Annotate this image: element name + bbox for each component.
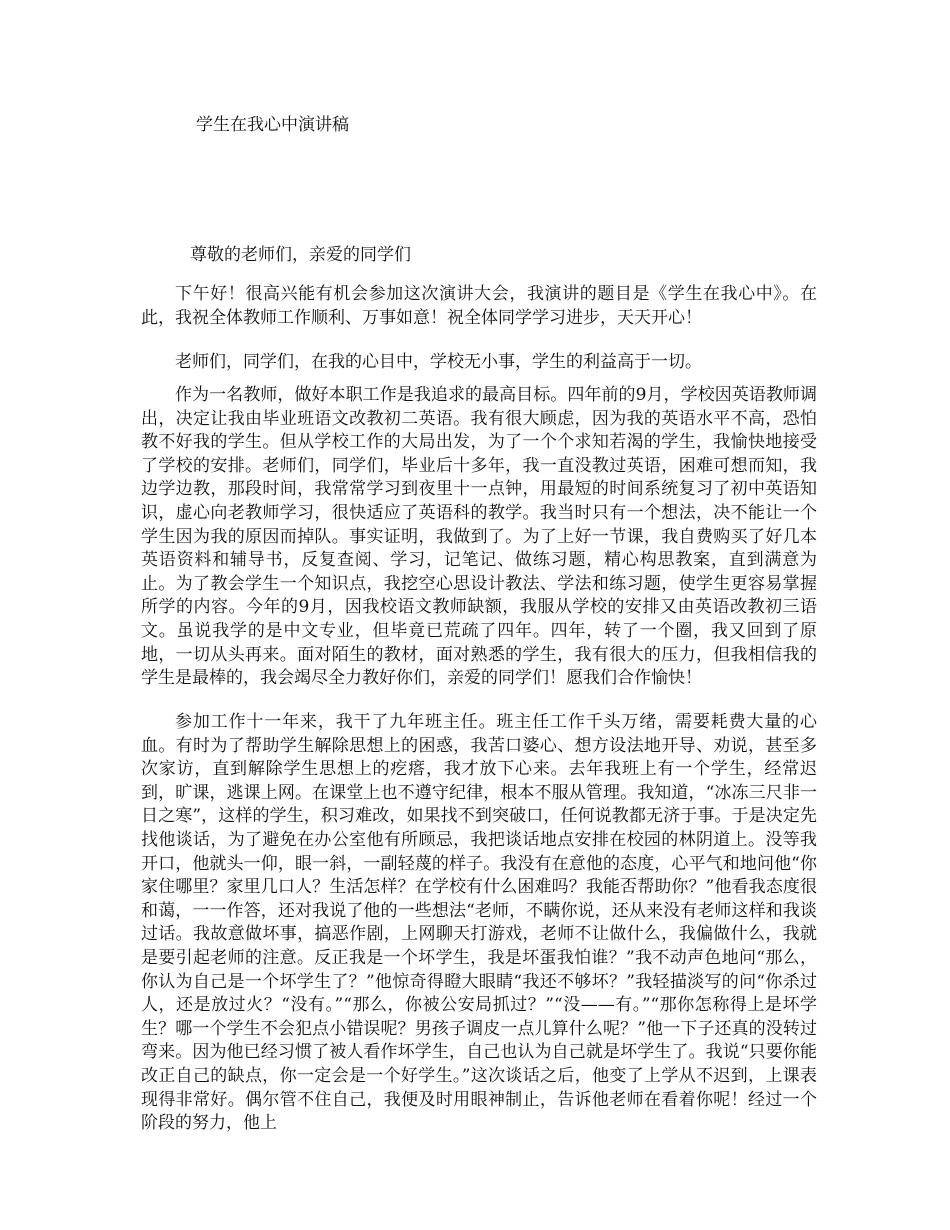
paragraph-principle: 老师们，同学们，在我的心目中，学校无小事，学生的利益高于一切。: [175, 352, 702, 372]
document-title: 学生在我心中演讲稿: [196, 115, 349, 135]
paragraph-teaching: 作为一名教师，做好本职工作是我追求的最高目标。四年前的9月，学校因英语教师调出，决定让我由毕业班语文改教初二英语。我有很大顾虑，因为我的英语水平不高，恐怕教不好我的学生。但从学校工作的大局出发，为了一个个求知若渴的学生，我愉快地接受了学校的安排。老师们，同学们，毕业后十多年，我一直没教过英语，困难可想而知，我边学边教，那段时间，我常常学习到夜里十一点钟，用最短的时间系统复习了初中英语知识，虚心向老教师学习，很快适应了英语科的教学。我当时只有一个想法，决不能让一个学生因为我的原因而掉队。事实证明，我做到了。为了上好一节课，我自费购买了好几本英语资料和辅导书，反复查阅、学习，记笔记、做练习题，精心构思教案，直到满意为止。为了教会学生一个知识点，我挖空心思设计教法、学法和练习题，使学生更容易掌握所学的内容。今年的9月，因我校语文教师缺额，我服从学校的安排又由英语改教初三语文。虽说我学的是中文专业，但毕竟已荒疏了四年。四年，转了一个圈，我又回到了原地，一切从头再来。面对陌生的教材，面对熟悉的学生，我有很大的压力，但我相信我的学生是最棒的，我会竭尽全力教好你们，亲爱的同学们！愿我们合作愉快！: [141, 385, 817, 689]
paragraph-greeting: 下午好！很高兴能有机会参加这次演讲大会，我演讲的题目是《学生在我心中》。在此，我祝全体教师工作顺利、万事如意！祝全体同学学习进步，天天开心！: [141, 284, 817, 328]
paragraph-class-teacher: 参加工作十一年来，我干了九年班主任。班主任工作千头万绪，需要耗费大量的心血。有时为了帮助学生解除思想上的困惑，我苦口婆心、想方设法地开导、劝说，甚至多次家访，直到解除学生思想上的疙瘩，我才放下心来。去年我班上有一个学生，经常迟到，旷课，逃课上网。在课堂上也不遵守纪律，根本不服从管理。我知道，“冰冻三尺非一日之寒”，这样的学生，积习难改，如果找不到突破口，任何说教都无济于事。于是决定先找他谈话，为了避免在办公室他有所顾忌，我把谈话地点安排在校园的林阴道上。没等我开口，他就头一仰，眼一斜，一副轻蔑的样子。我没有在意他的态度，心平气和地问他“你家住哪里？家里几口人？生活怎样？在学校有什么困难吗？我能否帮助你？”他看我态度很和蔼，一一作答，还对我说了他的一些想法“老师，不瞒你说，还从来没有老师这样和我谈过话。我故意做坏事，搞恶作剧，上网聊天打游戏，老师不让做什么，我偏做什么，我就是要引起老师的注意。反正我是一个坏学生，我是坏蛋我怕谁？”我不动声色地问“那么，你认为自己是一个坏学生了？”他惊奇得瞪大眼睛“我还不够坏？”我轻描淡写的问“你杀过人，还是放过火？“没有。”“那么，你被公安局抓过？”“没——有。”“那你怎称得上是坏学生？哪一个学生不会犯点小错误呢？男孩子调皮一点儿算什么呢？”他一下子还真的没转过弯来。因为他已经习惯了被人看作坏学生，自己也认为自己就是坏学生了。我说“只要你能改正自己的缺点，你一定会是一个好学生。”这次谈话之后，他变了上学从不迟到，上课表现得非常好。偶尔管不住自己，我便及时用眼神制止，告诉他老师在看着你呢！经过一个阶段的努力，他上: [141, 712, 817, 1134]
salutation: 尊敬的老师们，亲爱的同学们: [190, 245, 411, 265]
